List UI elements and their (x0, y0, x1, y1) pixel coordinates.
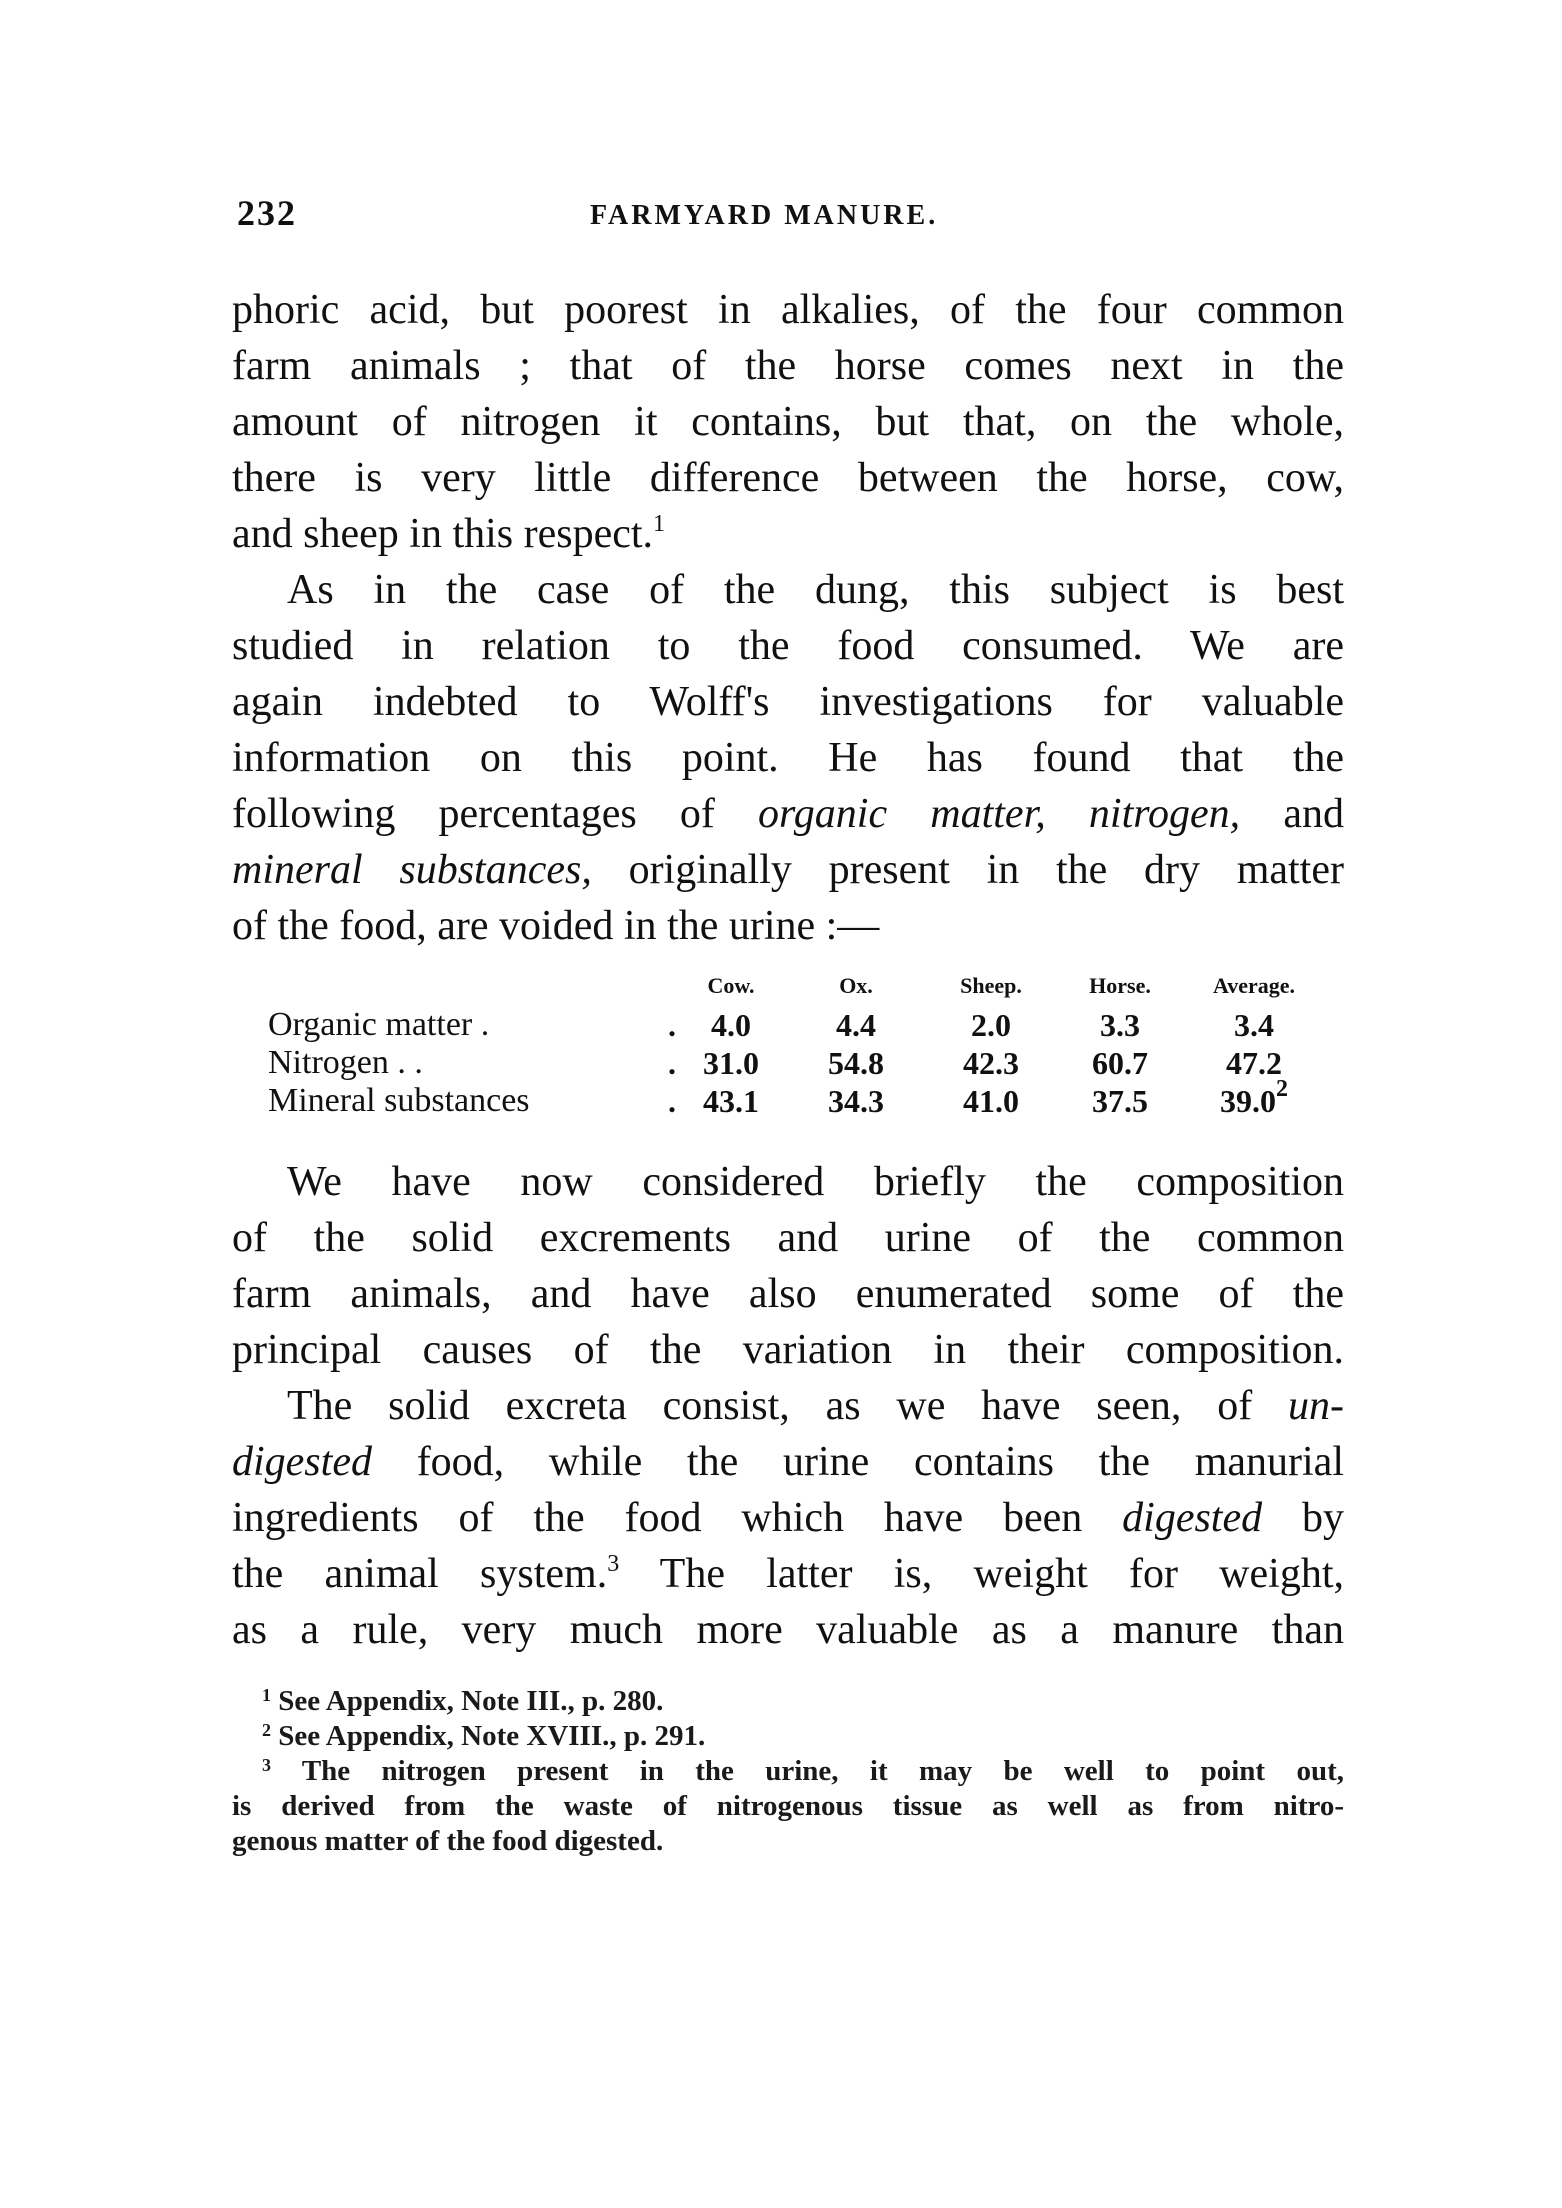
text-line: farm animals ; that of the horse comes next in the (232, 343, 1344, 389)
table-cell: 47.2 (1226, 1044, 1282, 1081)
text-line (232, 1546, 1344, 1602)
column-header: Sheep. (960, 973, 1022, 998)
footnote-1 (232, 1684, 1344, 1719)
footnote-3 (232, 1754, 1344, 1789)
text-line: phoric acid, but poorest in alkalies, of the four common (232, 287, 1344, 333)
header-spacer (268, 966, 676, 1006)
table-cell: 3.4 (1234, 1006, 1274, 1043)
text-segment: ingredients of the food which have been (232, 1495, 1123, 1541)
footnote-ref: 3 (607, 1551, 620, 1577)
footnote-text: See Appendix, Note XVIII., p. 291. (278, 1720, 706, 1752)
text-segment: The latter is, weight for weight, (619, 1551, 1344, 1597)
running-title: FARMYARD MANURE. (590, 200, 939, 231)
table-cell: 34.3 (828, 1082, 884, 1119)
text-line: principal causes of the variation in their composition. (232, 1327, 1344, 1373)
italic-text: digested (232, 1439, 372, 1485)
text-line: again indebted to Wolff's investigations for valuable (232, 679, 1344, 725)
column-header: Cow. (707, 973, 755, 998)
text-segment: and (1240, 791, 1344, 837)
table-header-row (268, 966, 1324, 1006)
footnotes (232, 1684, 1344, 1859)
text-line (232, 1378, 1344, 1434)
text-segment: and sheep in this respect. (232, 511, 654, 557)
text-segment: food, while the urine contains the manurial (371, 1439, 1344, 1485)
text-line: information on this point. He has found that the (232, 735, 1344, 781)
footnote-mark: 3 (262, 1755, 271, 1775)
table-cell: 4.0 (711, 1006, 751, 1043)
cell-value: 39.0 (1220, 1082, 1276, 1119)
text-line: farm animals, and have also enumerated some of the (232, 1271, 1344, 1317)
table-cell: 2.0 (971, 1006, 1011, 1043)
table-row (268, 1082, 1324, 1120)
footnote-mark: 1 (262, 1685, 271, 1705)
table-row (268, 1044, 1324, 1082)
text-line: of the solid excrements and urine of the common (232, 1215, 1344, 1261)
table-cell: 31.0 (703, 1044, 759, 1081)
table-cell: 4.4 (836, 1006, 876, 1043)
table-cell (1184, 1075, 1324, 1120)
text-segment: the animal system. (232, 1551, 608, 1597)
table-row (268, 1006, 1324, 1044)
text-line: as a rule, very much more valuable as a manure than (232, 1607, 1344, 1653)
footnote-ref: 2 (1276, 1075, 1288, 1102)
leader-dot: . (668, 1082, 676, 1119)
text-line: As in the case of the dung, this subject is best (287, 567, 1344, 613)
row-label: Organic matter . (268, 1006, 490, 1043)
italic-text: organic matter, nitrogen, (758, 791, 1241, 837)
table-cell: 37.5 (1092, 1082, 1148, 1119)
text-line (232, 1434, 1344, 1490)
footnote-mark: 2 (262, 1720, 271, 1740)
urine-composition-table (268, 966, 1324, 1120)
text-segment: The solid excreta consist, as we have seen, of (287, 1383, 1288, 1429)
text-line: there is very little difference between the horse, cow, (232, 455, 1344, 501)
italic-text: digested (1122, 1495, 1263, 1541)
table-cell: 3.3 (1100, 1006, 1140, 1043)
table-cell: 54.8 (828, 1044, 884, 1081)
row-label: Mineral substances (268, 1082, 530, 1119)
paragraph-4 (232, 1378, 1344, 1658)
table-cell: 43.1 (703, 1082, 759, 1119)
column-header: Average. (1212, 973, 1296, 998)
footnote-2 (232, 1719, 1344, 1754)
text-line: amount of nitrogen it contains, but that, on the whole, (232, 399, 1344, 445)
leader-dot: . (668, 1044, 676, 1081)
text-line (232, 1490, 1344, 1546)
paragraph-2 (232, 562, 1344, 954)
column-header: Ox. (839, 973, 873, 998)
text-line: studied in relation to the food consumed. We are (232, 623, 1344, 669)
text-line (232, 786, 1344, 842)
text-segment: following percentages of (232, 791, 758, 837)
leader-dot: . (668, 1006, 676, 1043)
footnote-ref: 1 (653, 511, 666, 537)
table-cell: 41.0 (963, 1082, 1019, 1119)
footnote-text: See Appendix, Note III., p. 280. (278, 1685, 664, 1717)
text-line (232, 506, 1344, 562)
text-segment: originally present in the dry matter (591, 847, 1344, 893)
column-header: Horse. (1089, 973, 1151, 998)
italic-text: un- (1288, 1383, 1344, 1429)
table-cell: 60.7 (1092, 1044, 1148, 1081)
page-number: 232 (237, 193, 297, 233)
italic-text: mineral substances, (232, 847, 592, 893)
paragraph-3 (232, 1154, 1344, 1378)
row-label: Nitrogen . . (268, 1044, 423, 1081)
paragraph-1 (232, 282, 1344, 562)
footnote-text: The nitrogen present in the urine, it may be well to point out, (301, 1755, 1344, 1787)
footnote-3-continuation: genous matter of the food digested. (232, 1825, 664, 1857)
text-line: We have now considered briefly the composition (287, 1159, 1344, 1205)
text-segment: by (1262, 1495, 1344, 1541)
text-line: of the food, are voided in the urine :— (232, 903, 880, 949)
text-line (232, 842, 1344, 898)
table-cell: 42.3 (963, 1044, 1019, 1081)
footnote-3-continuation: is derived from the waste of nitrogenous tissue as well as from nitro- (232, 1790, 1344, 1822)
